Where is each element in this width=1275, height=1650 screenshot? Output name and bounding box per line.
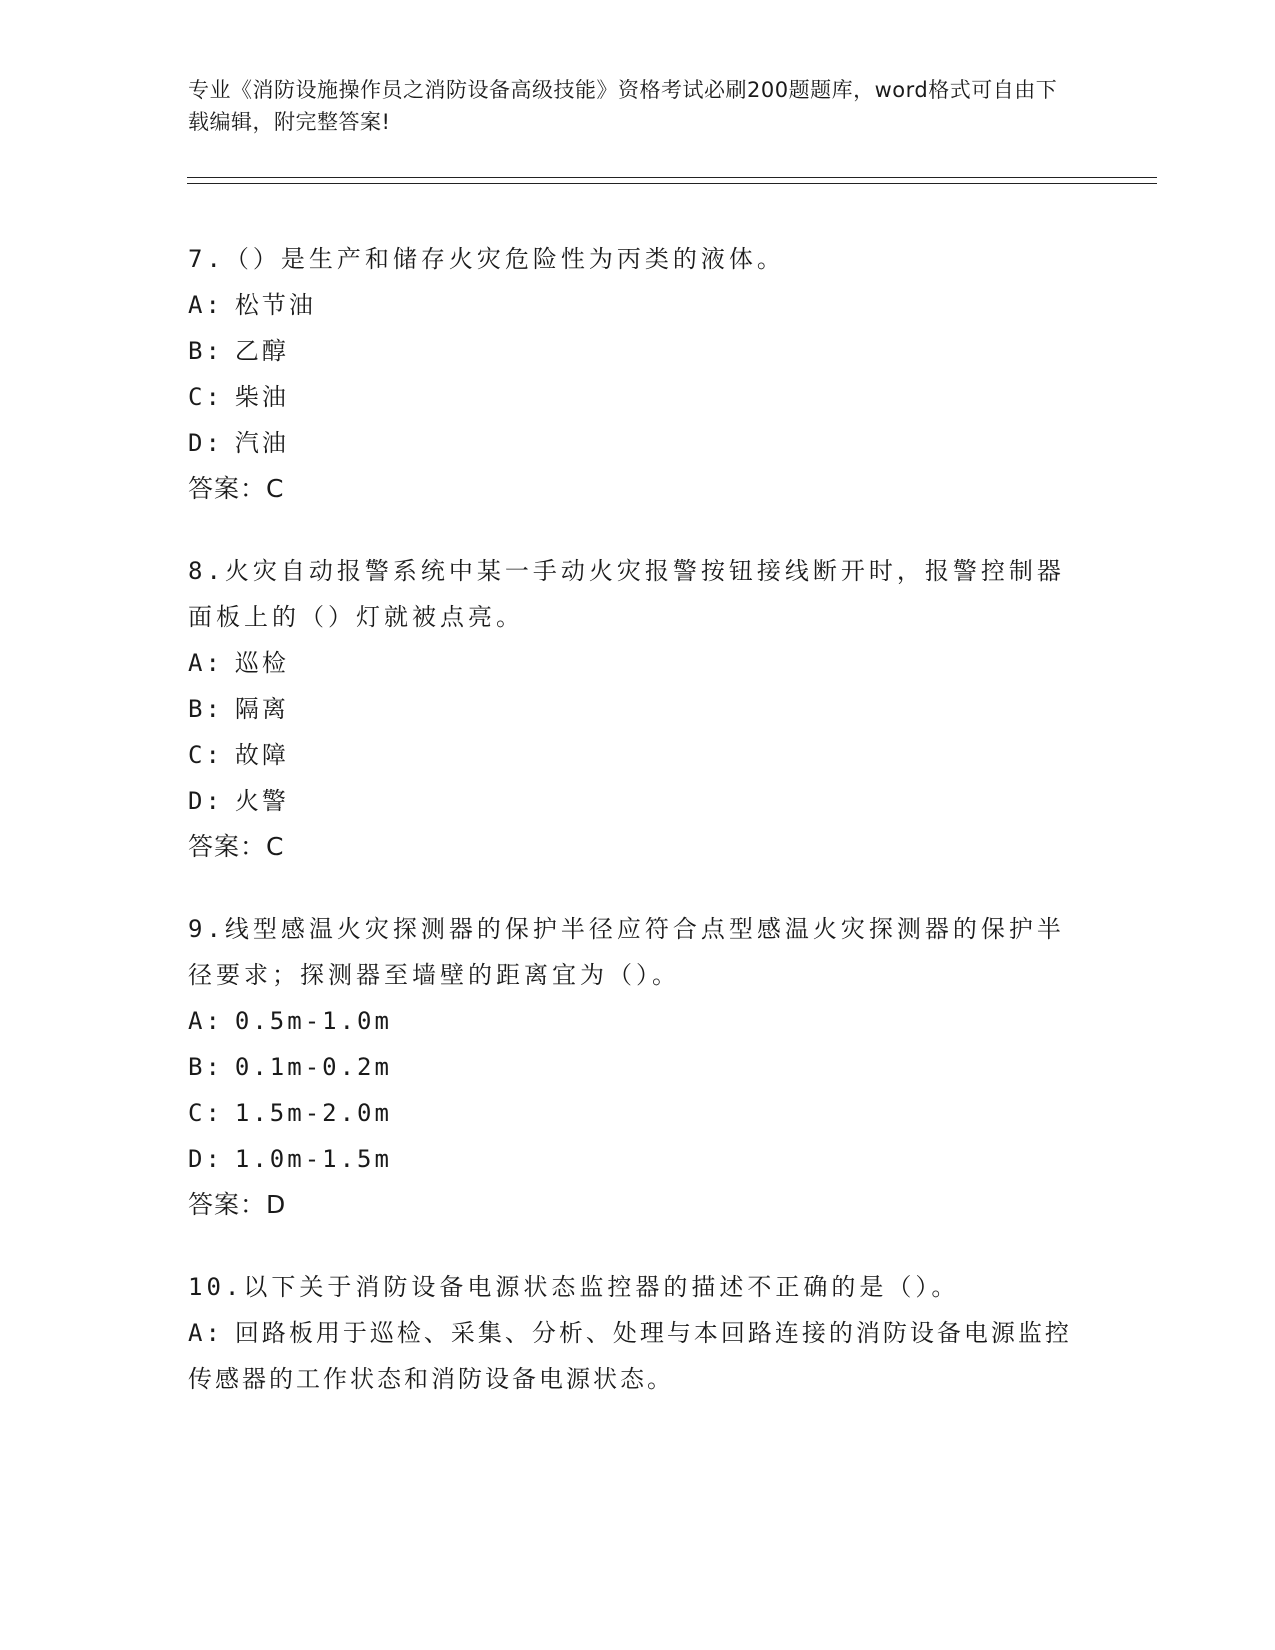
option-d xyxy=(188,778,1088,824)
question-list xyxy=(188,236,1088,1438)
option-a xyxy=(188,998,1088,1044)
option-text: 乙醇 xyxy=(234,337,289,365)
question-9 xyxy=(188,906,1088,1228)
option-c xyxy=(188,732,1088,778)
option-key: D: xyxy=(188,787,223,815)
option-text: 巡检 xyxy=(234,649,289,677)
option-text: 0.5m-1.0m xyxy=(234,1007,392,1035)
option-a xyxy=(188,1310,1088,1402)
option-text: 松节油 xyxy=(234,291,316,319)
option-a xyxy=(188,640,1088,686)
option-key: A: xyxy=(188,1319,223,1347)
option-b xyxy=(188,328,1088,374)
option-key: D: xyxy=(188,429,223,457)
option-text: 汽油 xyxy=(234,429,289,457)
option-d xyxy=(188,420,1088,466)
option-text: 故障 xyxy=(234,741,289,769)
option-key: C: xyxy=(188,741,223,769)
option-text: 1.5m-2.0m xyxy=(234,1099,392,1127)
option-key: B: xyxy=(188,1053,223,1081)
answer-line: 答案：C xyxy=(188,832,285,861)
option-text: 隔离 xyxy=(234,695,289,723)
option-key: A: xyxy=(188,649,223,677)
question-10 xyxy=(188,1264,1088,1402)
document-intro: 专业《消防设施操作员之消防设备高级技能》资格考试必刷200题题库，word格式可自由下载编辑，附完整答案! xyxy=(188,78,1058,134)
option-c xyxy=(188,374,1088,420)
option-a xyxy=(188,282,1088,328)
option-key: B: xyxy=(188,695,223,723)
option-key: A: xyxy=(188,1007,223,1035)
option-text: 0.1m-0.2m xyxy=(234,1053,392,1081)
question-stem: 10.以下关于消防设备电源状态监控器的描述不正确的是（）。 xyxy=(188,1273,960,1301)
header-divider-bottom xyxy=(187,183,1157,184)
option-b xyxy=(188,1044,1088,1090)
option-key: D: xyxy=(188,1145,223,1173)
option-text: 柴油 xyxy=(234,383,289,411)
answer-line: 答案：C xyxy=(188,474,285,503)
header-divider-top xyxy=(187,177,1157,178)
question-7 xyxy=(188,236,1088,512)
option-key: A: xyxy=(188,291,223,319)
option-key: C: xyxy=(188,383,223,411)
option-c xyxy=(188,1090,1088,1136)
option-text: 火警 xyxy=(234,787,289,815)
option-b xyxy=(188,686,1088,732)
option-d xyxy=(188,1136,1088,1182)
option-key: C: xyxy=(188,1099,223,1127)
question-stem: 9.线型感温火灾探测器的保护半径应符合点型感温火灾探测器的保护半径要求；探测器至墙壁的距离宜为（）。 xyxy=(188,915,1065,989)
answer-line: 答案：D xyxy=(188,1190,287,1219)
question-8 xyxy=(188,548,1088,870)
option-text: 回路板用于巡检、采集、分析、处理与本回路连接的消防设备电源监控传感器的工作状态和消防设备电源状态。 xyxy=(188,1319,1072,1393)
question-stem: 8.火灾自动报警系统中某一手动火灾报警按钮接线断开时，报警控制器面板上的（）灯就被点亮。 xyxy=(188,557,1065,631)
option-key: B: xyxy=(188,337,223,365)
option-text: 1.0m-1.5m xyxy=(234,1145,392,1173)
question-stem: 7.（）是生产和储存火灾危险性为丙类的液体。 xyxy=(188,245,785,273)
